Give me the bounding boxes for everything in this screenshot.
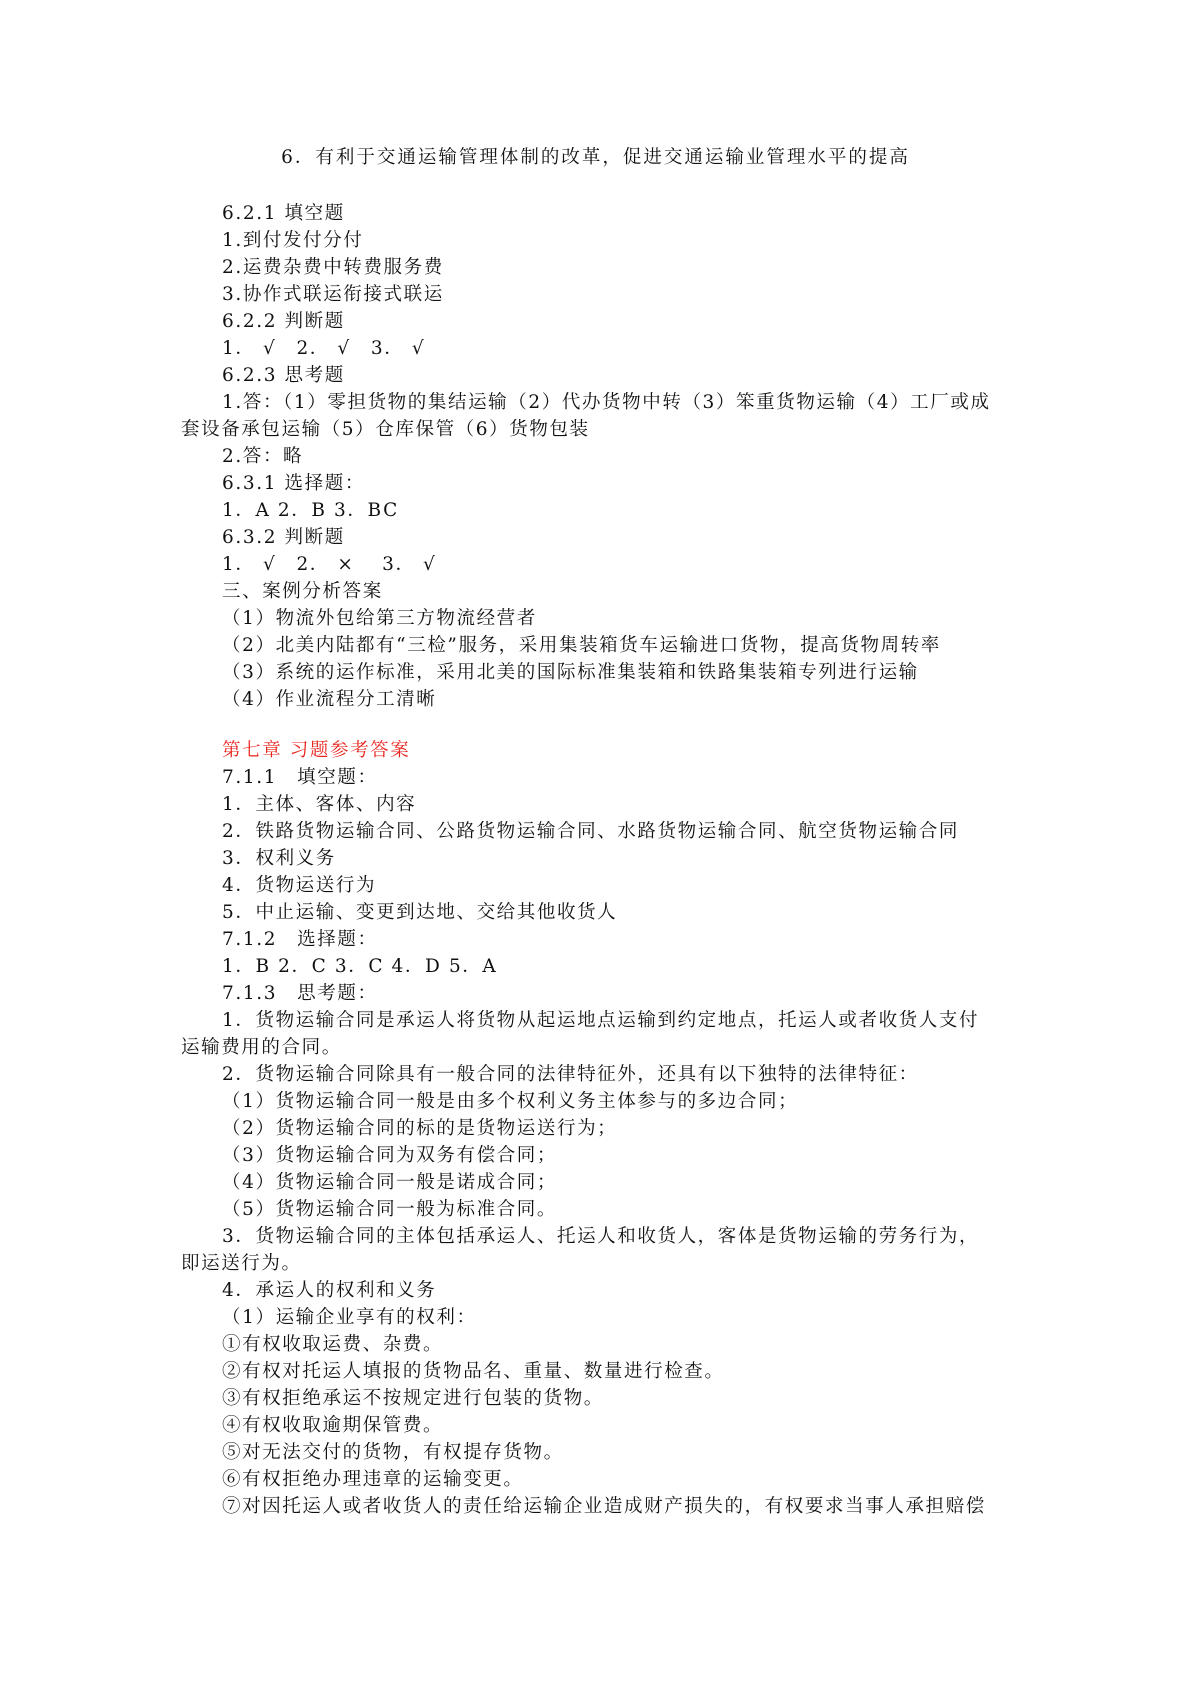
- answer-line: 5．中止运输、变更到达地、交给其他收货人: [222, 902, 618, 923]
- answer-line: 1．货物运输合同是承运人将货物从起运地点运输到约定地点，托运人或者收货人支付: [222, 1010, 980, 1031]
- answer-line: ①有权收取运费、杂费。: [222, 1334, 444, 1355]
- answer-line: 2．铁路货物运输合同、公路货物运输合同、水路货物运输合同、航空货物运输合同: [222, 821, 959, 842]
- answer-line: 1.答：（1）零担货物的集结运输（2）代办货物中转（3）笨重货物运输（4）工厂或成: [222, 392, 991, 413]
- answer-line: ⑥有权拒绝办理违章的运输变更。: [222, 1469, 524, 1490]
- answer-line: 1．A 2．B 3．BC: [222, 500, 399, 521]
- answer-line: （2）货物运输合同的标的是货物运送行为；: [222, 1118, 618, 1139]
- section-heading: 三、案例分析答案: [222, 581, 383, 602]
- answer-line: 1．主体、客体、内容: [222, 794, 417, 815]
- answer-line: （4）作业流程分工清晰: [222, 689, 437, 710]
- answer-line: （1）货物运输合同一般是由多个权利义务主体参与的多边合同；: [222, 1091, 799, 1112]
- answer-line: 3．货物运输合同的主体包括承运人、托运人和收货人，客体是货物运输的劳务行为，: [222, 1226, 980, 1247]
- section-heading: 6.2.1 填空题: [222, 203, 345, 224]
- answer-line: （1）运输企业享有的权利：: [222, 1307, 477, 1328]
- answer-line: 运输费用的合同。: [181, 1037, 342, 1058]
- section-heading: 6.2.2 判断题: [222, 311, 345, 332]
- answer-line: 2.答：略: [222, 446, 304, 467]
- answer-line: （1）物流外包给第三方物流经营者: [222, 608, 537, 629]
- answer-line: ⑤对无法交付的货物，有权提存货物。: [222, 1442, 564, 1463]
- answer-line: 1． √ 2． √ 3． √: [222, 338, 426, 359]
- section-heading: 7.1.3 思考题：: [222, 983, 378, 1004]
- answer-line: （3）货物运输合同为双务有偿合同；: [222, 1145, 557, 1166]
- answer-line: ②有权对托运人填报的货物品名、重量、数量进行检查。: [222, 1361, 725, 1382]
- section-heading: 6.2.3 思考题: [222, 365, 345, 386]
- answer-line: ④有权收取逾期保管费。: [222, 1415, 444, 1436]
- answer-line: （5）货物运输合同一般为标准合同。: [222, 1199, 557, 1220]
- answer-line: 2．货物运输合同除具有一般合同的法律特征外，还具有以下独特的法律特征：: [222, 1064, 919, 1085]
- answer-line: 套设备承包运输（5）仓库保管（6）货物包装: [181, 419, 590, 440]
- answer-line: 2.运费杂费中转费服务费: [222, 257, 444, 278]
- answer-line: 1.到付发付分付: [222, 230, 364, 251]
- answer-line: 1．B 2．C 3．C 4．D 5．A: [222, 956, 498, 977]
- answer-line: （2）北美内陆都有“三检”服务，采用集装箱货车运输进口货物，提高货物周转率: [222, 635, 941, 656]
- answer-line: ⑦对因托运人或者收货人的责任给运输企业造成财产损失的，有权要求当事人承担赔偿: [222, 1496, 986, 1517]
- answer-line: （3）系统的运作标准，采用北美的国际标准集装箱和铁路集装箱专列进行运输: [222, 662, 919, 683]
- answer-line: ③有权拒绝承运不按规定进行包装的货物。: [222, 1388, 604, 1409]
- answer-line: （4）货物运输合同一般是诺成合同；: [222, 1172, 557, 1193]
- section-heading: 6.3.1 选择题：: [222, 473, 365, 494]
- answer-line: 3.协作式联运衔接式联运: [222, 284, 444, 305]
- answer-line: 3．权利义务: [222, 848, 336, 869]
- heading-line: 6．有利于交通运输管理体制的改革，促进交通运输业管理水平的提高: [281, 147, 910, 168]
- section-heading: 7.1.2 选择题：: [222, 929, 378, 950]
- answer-line: 1． √ 2． × 3． √: [222, 554, 437, 575]
- section-heading: 7.1.1 填空题：: [222, 767, 378, 788]
- answer-line: 4．货物运送行为: [222, 875, 377, 896]
- section-heading: 6.3.2 判断题: [222, 527, 345, 548]
- answer-line: 即运送行为。: [181, 1253, 302, 1274]
- answer-line: 4．承运人的权利和义务: [222, 1280, 437, 1301]
- chapter-title: 第七章 习题参考答案: [222, 740, 411, 761]
